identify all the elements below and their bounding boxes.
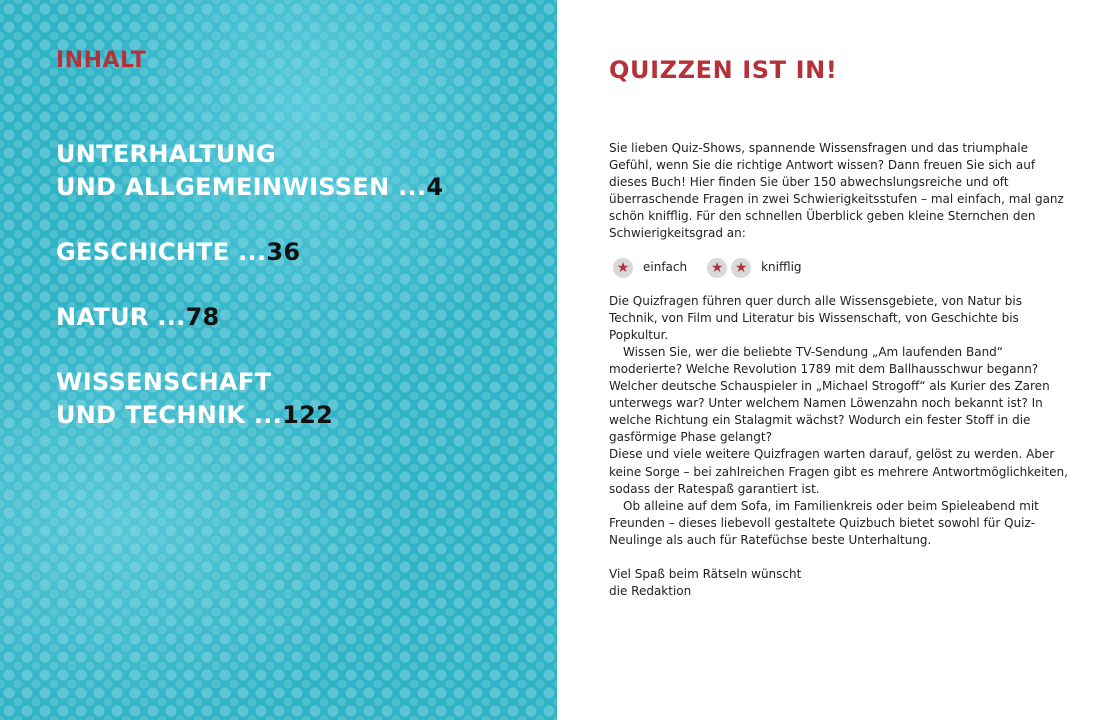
toc-entry-line-text: UND TECHNIK — [56, 401, 246, 429]
toc-entry-unterhaltung[interactable] — [56, 138, 443, 204]
intro-paragraph: Wissen Sie, wer die beliebte TV-Sendung „Am laufenden Band“ moderierte? Welche Revolution 1789 mit dem Ballhausschwur begann? Welcher deutsche Schauspieler in „Michael Strogoff“ als Kurier des Zaren unterwegs war? Unter welchem Namen Löwenzahn noch bekannt ist? In welche Richtung ein Stalagmit wächst? Wodurch ein fester Stoff in die gasförmige Phase gelangt? — [609, 344, 1050, 445]
toc-entry-page-number: 78 — [185, 303, 220, 331]
legend-hard-label: knifflig — [761, 260, 802, 275]
legend-easy — [613, 258, 687, 278]
toc-entry-line — [56, 399, 443, 432]
legend-easy-label: einfach — [643, 260, 688, 275]
toc-entry-dots: ... — [148, 303, 186, 331]
toc-entry-line-text: NATUR — [56, 303, 149, 331]
toc-entry-line-text: GESCHICHTE — [56, 238, 230, 266]
toc-entry-page-number: 4 — [426, 173, 444, 201]
closing-line: Viel Spaß beim Rätseln wünscht — [609, 566, 802, 581]
spacer — [609, 549, 1069, 566]
toc-heading: INHALT — [56, 48, 147, 73]
star-icon: ★ — [731, 258, 751, 278]
toc-entry-dots: ... — [389, 173, 427, 201]
intro-title: QUIZZEN IST IN! — [609, 56, 838, 84]
toc-entry-line — [56, 301, 443, 334]
closing-signature: die Redaktion — [609, 584, 692, 599]
intro-paragraph: Sie lieben Quiz-Shows, spannende Wissensfragen und das triumphale Gefühl, wenn Sie die richtige Antwort wissen? Dann freuen Sie sich auf dieses Buch! Hier finden Sie über 150 abwechslungsreiche und oft überraschende Fragen in zwei Schwierigkeitsstufen – mal einfach, mal ganz schön knifflig. Für den schnellen Überblick geben kleine Sternchen den Schwierigkeitsgrad an: — [609, 141, 1064, 241]
toc-entry-dots: ... — [245, 401, 283, 429]
intro-paragraph: Diese und viele weitere Quizfragen warten darauf, gelöst zu werden. Aber keine Sorge – bei zahlreichen Fragen gibt es mehrere Antwortmöglichkeiten, sodass der Ratespaß garantiert ist. — [609, 447, 1068, 496]
star-icon: ★ — [613, 258, 633, 278]
intro-page — [557, 0, 1117, 720]
intro-body — [609, 140, 1069, 600]
legend-hard — [707, 258, 801, 278]
intro-paragraph: Die Quizfragen führen quer durch alle Wissensgebiete, von Natur bis Technik, von Film und Literatur bis Wissenschaft, von Geschichte bis Popkultur. — [609, 293, 1022, 342]
toc-entry-page-number: 122 — [282, 401, 334, 429]
toc-list — [56, 138, 443, 464]
toc-entry-dots: ... — [229, 238, 267, 266]
toc-entry-natur[interactable] — [56, 301, 443, 334]
intro-paragraph: Ob alleine auf dem Sofa, im Familienkreis oder beim Spieleabend mit Freunden – dieses liebevoll gestaltete Quizbuch bietet sowohl für Quiz-Neulinge als auch für Ratefüchse beste Unterhaltung. — [609, 498, 1039, 547]
toc-entry-page-number: 36 — [266, 238, 301, 266]
star-icon: ★ — [707, 258, 727, 278]
toc-entry-geschichte[interactable] — [56, 236, 443, 269]
toc-entry-line — [56, 236, 443, 269]
difficulty-legend — [613, 257, 1069, 279]
toc-entry-line-text: UND ALLGEMEINWISSEN — [56, 173, 390, 201]
toc-entry-line: UNTERHALTUNG — [56, 140, 277, 168]
toc-entry-line: WISSENSCHAFT — [56, 368, 272, 396]
toc-page — [0, 0, 557, 720]
toc-entry-line — [56, 171, 443, 204]
toc-entry-wissenschaft[interactable] — [56, 366, 443, 432]
